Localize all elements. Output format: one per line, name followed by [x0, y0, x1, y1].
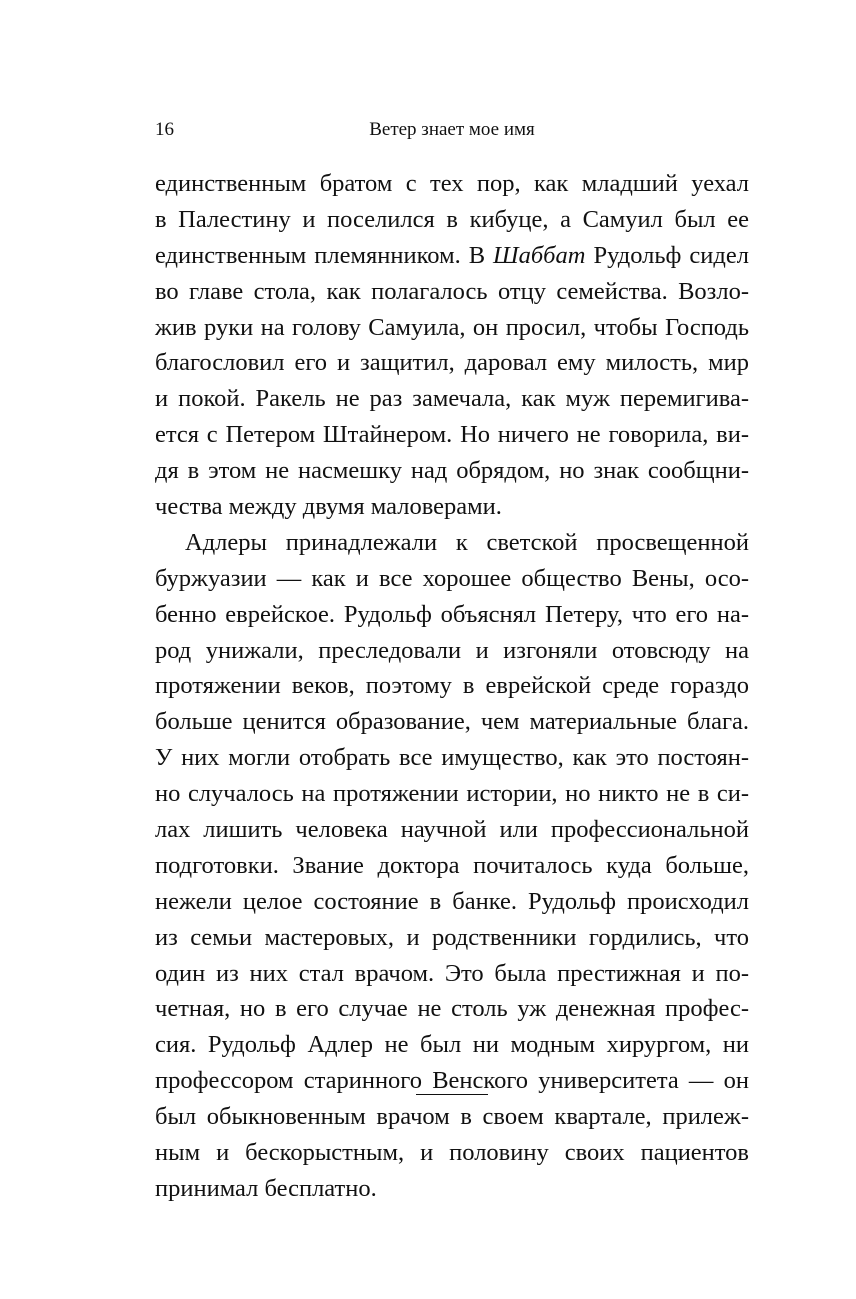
text-line: буржуазии — как и все хорошее общество Вены, осо- — [155, 564, 749, 592]
text-line: один из них стал врачом. Это была престижная и по- — [155, 959, 749, 987]
text-line: больше ценится образование, чем материальные блага. — [155, 708, 749, 736]
text-line: из семьи мастеровых, и родственники гордились, что — [155, 923, 749, 951]
text-line: род унижали, преследовали и изгоняли отовсюду на — [155, 636, 749, 664]
paragraph-1 — [155, 166, 749, 525]
italic-term: Шаббат — [493, 241, 586, 269]
text-segment: Рудольф сидел — [585, 241, 749, 269]
text-line: жив руки на голову Самуила, он просил, чтобы Господь — [155, 313, 749, 341]
body-text — [155, 166, 749, 1207]
text-line: дя в этом не насмешку над обрядом, но знак сообщни- — [155, 457, 749, 485]
paragraph-2 — [155, 525, 749, 1207]
text-line — [155, 238, 749, 274]
text-line: принимал бесплатно. — [155, 1174, 377, 1202]
text-line: У них могли отобрать все имущество, как это постоян- — [155, 744, 749, 772]
text-line: бенно еврейское. Рудольф объяснял Петеру, что его на- — [155, 600, 749, 628]
text-line: сия. Рудольф Адлер не был ни модным хирургом, ни — [155, 1031, 749, 1059]
text-line: но случалось на протяжении истории, но никто не в си- — [155, 780, 749, 808]
text-line: протяжении веков, поэтому в еврейской среде гораздо — [155, 672, 749, 700]
text-line: был обыкновенным врачом в своем квартале, прилеж- — [155, 1103, 749, 1131]
text-line: и покой. Ракель не раз замечала, как муж перемигива- — [155, 385, 749, 413]
text-line: подготовки. Звание доктора почиталось куда больше, — [155, 851, 749, 879]
running-head — [155, 117, 749, 143]
book-title: Ветер знает мое имя — [369, 119, 535, 140]
text-line: Адлеры принадлежали к светской просвещенной — [185, 528, 749, 556]
text-line: единственным братом с тех пор, как младший уехал — [155, 170, 749, 197]
text-line: чества между двумя маловерами. — [155, 493, 502, 521]
text-line: четная, но в его случае не столь уж денежная профес- — [155, 995, 749, 1023]
text-line: профессором старинного Венского университета — он — [155, 1067, 749, 1095]
text-segment: единственным племянником. В — [155, 241, 494, 269]
text-line: ным и бескорыстным, и половину своих пациентов — [155, 1139, 749, 1167]
text-line: ется с Петером Штайнером. Но ничего не говорила, ви- — [155, 421, 749, 449]
text-line: благословил его и защитил, даровал ему милость, мир — [155, 349, 749, 377]
text-line: лах лишить человека научной или профессиональной — [155, 816, 749, 844]
text-line: нежели целое состояние в банке. Рудольф происходил — [155, 887, 749, 915]
text-line: во главе стола, как полагалось отцу семейства. Возло- — [155, 277, 749, 305]
section-end-rule — [416, 1094, 488, 1095]
page-number: 16 — [155, 119, 174, 140]
text-line: в Палестину и поселился в кибуце, а Самуил был ее — [155, 205, 749, 233]
